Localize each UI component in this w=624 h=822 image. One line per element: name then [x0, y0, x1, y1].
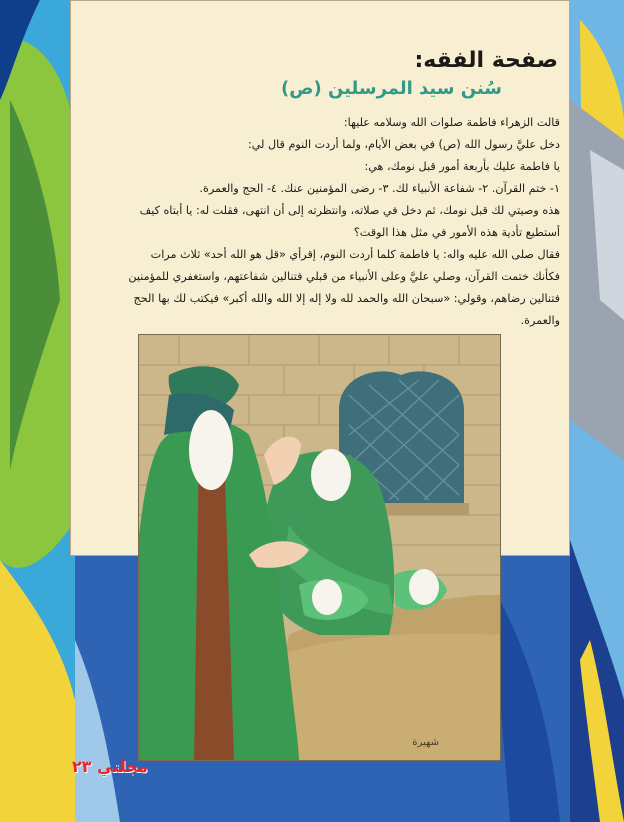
illustration-artwork: [139, 335, 501, 761]
page-heading: صفحة الفقه:: [414, 48, 558, 73]
story-illustration: [138, 334, 501, 761]
body-line: فقال صلى الله عليه واله: يا فاطمة كلما أردت النوم، إقرأي «قل هو الله أحد» ثلاث مرات فكأنك ختمت القرآن، وصلي عليَّ وعلى الأنبياء من قبلي فتنالين شفاعتهم، واستغفري للمؤمنين فتنالين رضاهم، وقولي: «سبحان الله والحمد لله ولا إله إلا الله والله أكبر» فيكتب لك بها الحج والعمرة.: [128, 248, 560, 327]
artist-signature: شهيرة: [412, 737, 439, 748]
article-title: سُنن سيد المرسلين (ص): [281, 78, 502, 99]
body-line: دخل عليَّ رسول الله (ص) في بعض الأيام، ولما أردت النوم قال لي:: [247, 138, 560, 151]
article-body: [122, 112, 560, 332]
body-line: قالت الزهراء فاطمة صلوات الله وسلامه عليها:: [343, 116, 560, 129]
body-line: هذه وصيتي لك قبل نومك، ثم دخل في صلاته، وانتظرته إلى أن انتهى، فقلت له: يا أبتاه كيف أستطيع تأدية هذه الأمور في مثل هذا الوقت؟: [139, 204, 560, 239]
body-line: يا فاطمة عليك بأربعة أمور قبل نومك، هي:: [364, 160, 560, 173]
body-line: ١- ختم القرآن. ٢- شفاعة الأنبياء لك. ٣- رضى المؤمنين عنك. ٤- الحج والعمرة.: [199, 182, 560, 195]
magazine-logo: مجلتي ٢٣: [72, 757, 148, 776]
